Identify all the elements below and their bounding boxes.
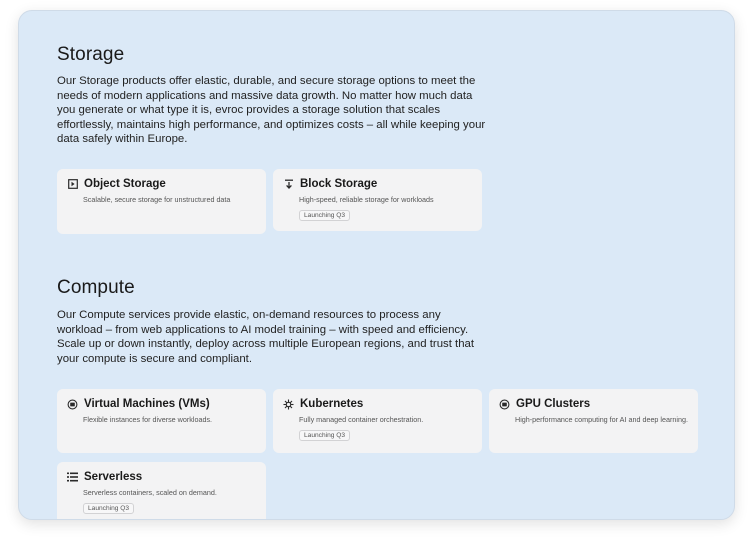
chip-icon bbox=[499, 399, 510, 410]
compute-description: Our Compute services provide elastic, on-demand resources to process any workload – from web applications to AI model training – with speed and efficiency. Scale up or down instantly, deploy across multiple European regions, and trust that your compute is secure and compliant. bbox=[57, 309, 475, 365]
card-title: Virtual Machines (VMs) bbox=[84, 398, 210, 410]
card-object-storage[interactable] bbox=[57, 169, 266, 234]
card-title: Serverless bbox=[84, 471, 143, 483]
products-panel bbox=[18, 10, 735, 520]
card-subtitle: Fully managed container orchestration. bbox=[299, 415, 424, 424]
status-badge: Launching Q3 bbox=[83, 503, 134, 514]
card-subtitle: Flexible instances for diverse workloads. bbox=[83, 415, 213, 424]
storage-description: Our Storage products offer elastic, durable, and secure storage options to meet the needs of modern applications and massive data growth. No matter how much data you generate or what type it is, evroc provides a storage solution that scales effortlessly, maintains high performance, and optimizes costs – all while keeping your data safely within Europe. bbox=[57, 75, 486, 146]
card-kubernetes[interactable] bbox=[273, 389, 482, 453]
chip-icon bbox=[67, 399, 78, 410]
card-subtitle: Scalable, secure storage for unstructured data bbox=[83, 195, 231, 204]
card-subtitle: Serverless containers, scaled on demand. bbox=[83, 488, 217, 497]
list-icon bbox=[67, 472, 78, 483]
status-badge: Launching Q3 bbox=[299, 430, 350, 441]
card-gpu-clusters[interactable] bbox=[489, 389, 698, 453]
card-title: Block Storage bbox=[300, 178, 378, 190]
card-title: Kubernetes bbox=[300, 398, 364, 410]
kubernetes-icon bbox=[283, 399, 294, 410]
compute-title: Compute bbox=[57, 277, 135, 298]
card-serverless[interactable] bbox=[57, 462, 266, 520]
card-title: Object Storage bbox=[84, 178, 166, 190]
card-block-storage[interactable] bbox=[273, 169, 482, 231]
storage-title: Storage bbox=[57, 44, 125, 65]
card-virtual-machines[interactable] bbox=[57, 389, 266, 453]
card-subtitle: High-performance computing for AI and deep learning. bbox=[515, 415, 689, 424]
card-title: GPU Clusters bbox=[516, 398, 591, 410]
object-storage-icon bbox=[67, 179, 78, 190]
card-subtitle: High-speed, reliable storage for workloads bbox=[299, 195, 434, 204]
status-badge: Launching Q3 bbox=[299, 210, 350, 221]
block-storage-icon bbox=[283, 179, 294, 190]
